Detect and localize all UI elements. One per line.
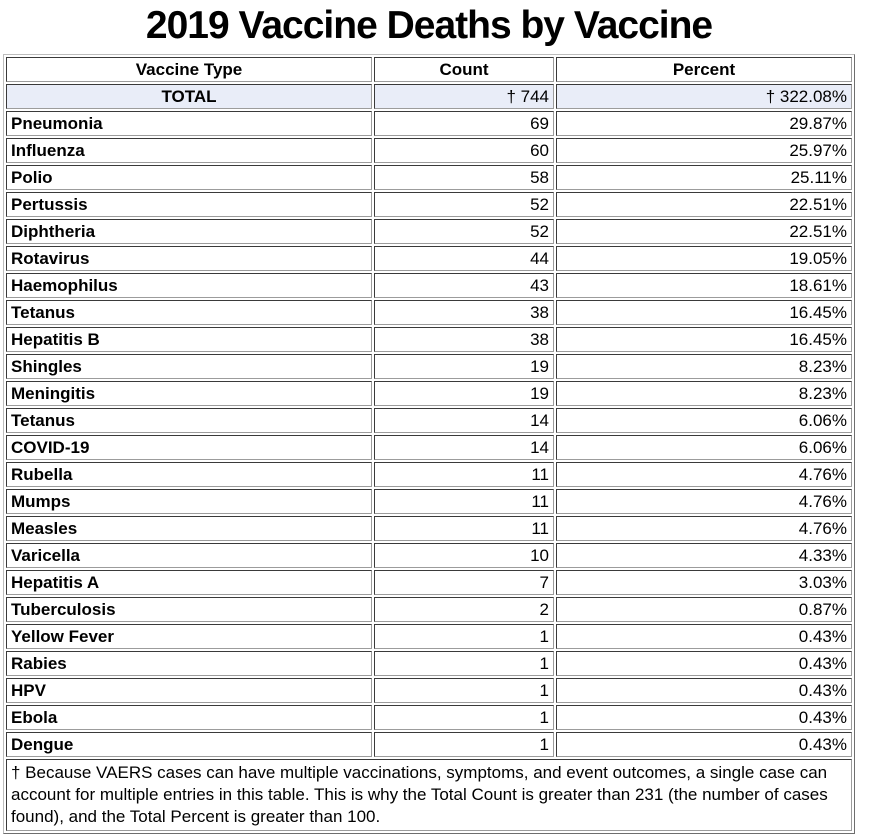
table-row xyxy=(6,111,852,136)
percent-cell: 16.45% xyxy=(556,300,852,325)
table-row xyxy=(6,300,852,325)
count-cell: 1 xyxy=(374,678,554,703)
percent-cell: 0.43% xyxy=(556,732,852,757)
vaccine-name-cell: Pertussis xyxy=(6,192,372,217)
vaccine-name-cell: Pneumonia xyxy=(6,111,372,136)
table-row xyxy=(6,408,852,433)
count-cell: 44 xyxy=(374,246,554,271)
count-cell: 14 xyxy=(374,408,554,433)
percent-cell: 0.87% xyxy=(556,597,852,622)
table-row xyxy=(6,165,852,190)
count-cell: 38 xyxy=(374,300,554,325)
table-row xyxy=(6,381,852,406)
percent-cell: 18.61% xyxy=(556,273,852,298)
total-count-cell: † 744 xyxy=(374,84,554,109)
column-header-percent: Percent xyxy=(556,57,852,82)
vaccine-name-cell: Mumps xyxy=(6,489,372,514)
table-row xyxy=(6,516,852,541)
table-row xyxy=(6,138,852,163)
total-percent-cell: † 322.08% xyxy=(556,84,852,109)
count-cell: 52 xyxy=(374,219,554,244)
vaccine-deaths-table xyxy=(3,54,855,834)
percent-cell: 6.06% xyxy=(556,435,852,460)
table-row xyxy=(6,705,852,730)
vaccine-name-cell: Hepatitis B xyxy=(6,327,372,352)
table-row xyxy=(6,219,852,244)
table-row xyxy=(6,543,852,568)
count-cell: 1 xyxy=(374,624,554,649)
table-header-row xyxy=(6,57,852,82)
count-cell: 1 xyxy=(374,651,554,676)
count-cell: 7 xyxy=(374,570,554,595)
page-title: 2019 Vaccine Deaths by Vaccine xyxy=(145,4,713,47)
percent-cell: 4.33% xyxy=(556,543,852,568)
table-row xyxy=(6,327,852,352)
vaccine-name-cell: Tetanus xyxy=(6,408,372,433)
count-cell: 52 xyxy=(374,192,554,217)
percent-cell: 4.76% xyxy=(556,516,852,541)
percent-cell: 0.43% xyxy=(556,651,852,676)
percent-cell: 3.03% xyxy=(556,570,852,595)
vaccine-name-cell: Diphtheria xyxy=(6,219,372,244)
count-cell: 14 xyxy=(374,435,554,460)
vaccine-name-cell: Rotavirus xyxy=(6,246,372,271)
count-cell: 1 xyxy=(374,705,554,730)
percent-cell: 22.51% xyxy=(556,192,852,217)
percent-cell: 25.11% xyxy=(556,165,852,190)
table-row xyxy=(6,273,852,298)
column-header-count: Count xyxy=(374,57,554,82)
vaccine-name-cell: Rubella xyxy=(6,462,372,487)
table-row xyxy=(6,435,852,460)
percent-cell: 0.43% xyxy=(556,705,852,730)
percent-cell: 0.43% xyxy=(556,678,852,703)
count-cell: 69 xyxy=(374,111,554,136)
percent-cell: 19.05% xyxy=(556,246,852,271)
vaccine-name-cell: Measles xyxy=(6,516,372,541)
vaccine-name-cell: Shingles xyxy=(6,354,372,379)
percent-cell: 8.23% xyxy=(556,381,852,406)
table-row xyxy=(6,462,852,487)
count-cell: 11 xyxy=(374,516,554,541)
vaccine-name-cell: Haemophilus xyxy=(6,273,372,298)
percent-cell: 29.87% xyxy=(556,111,852,136)
count-cell: 10 xyxy=(374,543,554,568)
count-cell: 1 xyxy=(374,732,554,757)
footnote-row xyxy=(6,759,852,831)
table-row xyxy=(6,570,852,595)
percent-cell: 8.23% xyxy=(556,354,852,379)
count-cell: 60 xyxy=(374,138,554,163)
vaccine-name-cell: Ebola xyxy=(6,705,372,730)
vaccine-name-cell: Meningitis xyxy=(6,381,372,406)
count-cell: 43 xyxy=(374,273,554,298)
table-row xyxy=(6,624,852,649)
count-cell: 11 xyxy=(374,462,554,487)
percent-cell: 4.76% xyxy=(556,462,852,487)
vaccine-name-cell: COVID-19 xyxy=(6,435,372,460)
total-label-cell: TOTAL xyxy=(6,84,372,109)
table-row xyxy=(6,678,852,703)
count-cell: 19 xyxy=(374,381,554,406)
count-cell: 11 xyxy=(374,489,554,514)
vaccine-name-cell: Yellow Fever xyxy=(6,624,372,649)
table-row xyxy=(6,651,852,676)
percent-cell: 22.51% xyxy=(556,219,852,244)
column-header-vaccine-type: Vaccine Type xyxy=(6,57,372,82)
vaccine-name-cell: Varicella xyxy=(6,543,372,568)
vaccine-name-cell: Polio xyxy=(6,165,372,190)
total-row xyxy=(6,84,852,109)
vaccine-name-cell: Dengue xyxy=(6,732,372,757)
footnote-cell: † Because VAERS cases can have multiple vaccinations, symptoms, and event outcomes, a single case can account for multiple entries in this table. This is why the Total Count is greater than 231 (the number of cases found), and the Total Percent is greater than 100. xyxy=(6,759,852,831)
percent-cell: 25.97% xyxy=(556,138,852,163)
count-cell: 58 xyxy=(374,165,554,190)
percent-cell: 6.06% xyxy=(556,408,852,433)
table-row xyxy=(6,597,852,622)
count-cell: 2 xyxy=(374,597,554,622)
table-row xyxy=(6,354,852,379)
percent-cell: 0.43% xyxy=(556,624,852,649)
table-row xyxy=(6,489,852,514)
table-row xyxy=(6,246,852,271)
table-body xyxy=(6,111,852,757)
vaccine-name-cell: Tuberculosis xyxy=(6,597,372,622)
table-row xyxy=(6,732,852,757)
vaccine-name-cell: Hepatitis A xyxy=(6,570,372,595)
percent-cell: 16.45% xyxy=(556,327,852,352)
vaccine-name-cell: HPV xyxy=(6,678,372,703)
vaccine-name-cell: Influenza xyxy=(6,138,372,163)
percent-cell: 4.76% xyxy=(556,489,852,514)
vaccine-name-cell: Rabies xyxy=(6,651,372,676)
count-cell: 19 xyxy=(374,354,554,379)
vaccine-name-cell: Tetanus xyxy=(6,300,372,325)
count-cell: 38 xyxy=(374,327,554,352)
table-row xyxy=(6,192,852,217)
